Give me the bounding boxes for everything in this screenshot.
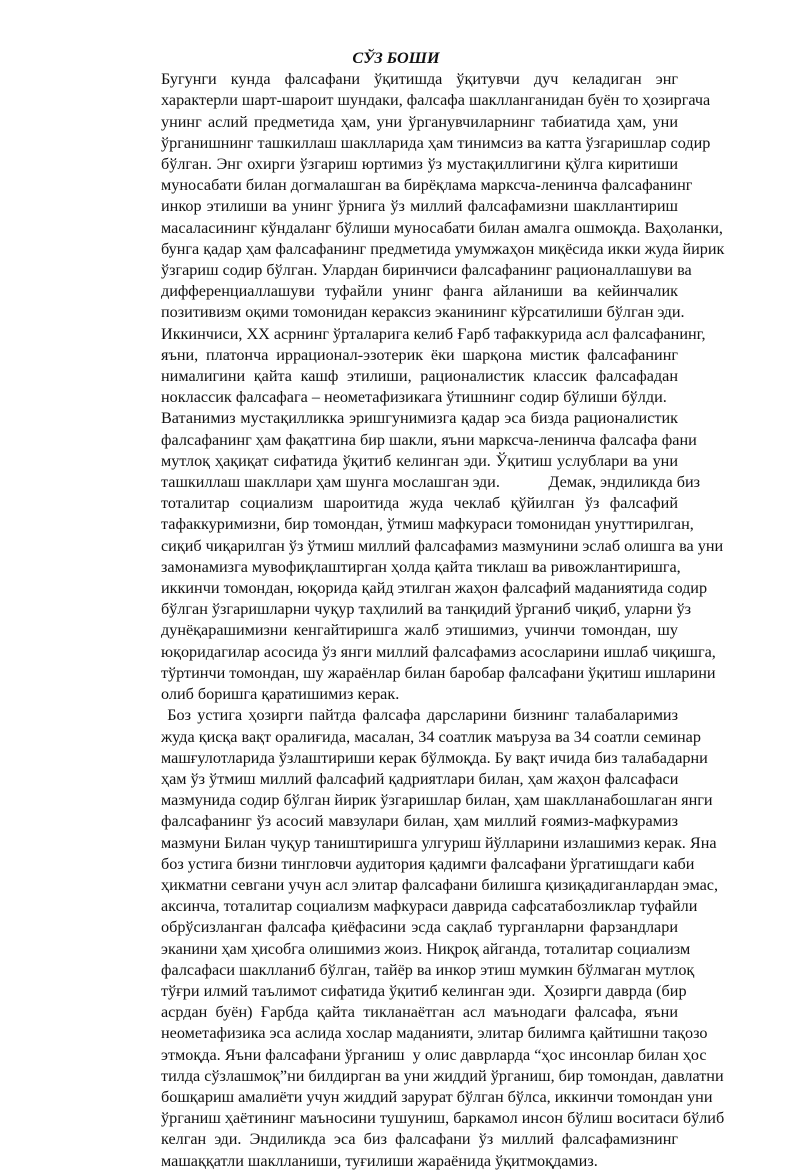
text-line: дифференциаллашуви туфайли унинг фанга айланиши ва кейинчалик xyxy=(161,282,678,301)
text-line: ўрганишнинг ташкиллаш шаклларида ҳам тинимсиз ва катта ўзгаришлар содир xyxy=(161,133,711,152)
text-line: бўлган ўзгаришларни чуқур таҳлилий ва танқидий ўрганиб чиқиб, уларни ўз xyxy=(161,600,692,619)
text-line: Ватанимиз мустақилликка эришгунимизга қадар эса бизда рационалистик xyxy=(161,409,678,428)
text-line: ноклассик фалсафага – неометафизикага ўтишнинг содир бўлиши бўлди. xyxy=(161,388,667,407)
paragraph-2 xyxy=(114,408,724,705)
text-line: масаласининг кўндаланг бўлиши муносабати билан амалга ошмоқда. Ваҳоланки, xyxy=(161,218,723,237)
text-line: мутлоқ ҳақиқат сифатида ўқитиб келинган эди. Ўқитиш услублари ва уни xyxy=(161,451,678,470)
text-line: унинг аслий предметида ҳам, уни ўрганувчиларнинг табиатида ҳам, уни xyxy=(161,112,678,131)
text-line: тўғри илмий таълимот сифатида ўқитиб келинган эди. Ҳозирги даврда (бир xyxy=(161,981,687,1000)
text-line: ташкиллаш шакллари ҳам шунга мослашган эди. Демак, эндиликда биз xyxy=(161,473,701,492)
text-line: мазмунида содир бўлган йирик ўзгаришлар билан, ҳам шаклланабошлаган янги xyxy=(161,791,713,810)
text-line: ўрганиш ҳаётининг маъносини тушуниш, баркамол инсон бўлиш воситаси бўлиб xyxy=(161,1109,725,1128)
text-line: бошқариш амалиёти учун жиддий зарурат бўлган бўлса, иккинчи томондан уни xyxy=(161,1087,713,1106)
text-line: инкор этилиши ва унинг ўрнига ўз миллий фалсафамизни шакллантириш xyxy=(161,197,678,216)
text-line: муносабати билан догмалашган ва бирёқлама марксча-ленинча фалсафанинг xyxy=(161,176,693,195)
text-line: ҳам ўз ўтмиш миллий фалсафий қадриятлари билан, ҳам жаҳон фалсафаси xyxy=(161,769,679,788)
text-line: жуда қисқа вақт оралиғида, масалан, 34 соатлик маъруза ва 34 соатли семинар xyxy=(161,727,701,746)
text-line: замонамизга мувофиқлаштирган ҳолда қайта тиклаш ва ривожлантиришга, xyxy=(161,557,681,576)
text-line: машғулотларида ўзлаштириши керак бўлмоқда. Бу вақт ичида биз талабадарни xyxy=(161,748,708,767)
text-line: фалсафанинг ўз асосий мавзулари билан, ҳам миллий ғоямиз-мафкурамиз xyxy=(161,812,678,831)
text-line: характерли шарт-шароит шундаки, фалсафа шаклланганидан буён то ҳозиргача xyxy=(161,91,711,110)
text-line: тоталитар социализм шароитида жуда чеклаб қўйилган ўз фалсафий xyxy=(161,494,678,513)
paragraph-3 xyxy=(114,705,725,1171)
text-line: юқоридагилар асосида ўз янги миллий фалсафамиз асосларини ишлаб чиқишга, xyxy=(161,642,716,661)
page-title: СЎЗ БОШИ xyxy=(352,49,440,67)
text-line: сиқиб чиқарилган ўз ўтмиш миллий фалсафамиз мазмунини эслаб олишга ва уни xyxy=(161,536,724,555)
text-line: фалсафаси шаклланиб бўлган, тайёр ва инкор этиш мумкин бўлмаган мутлоқ xyxy=(161,960,695,979)
text-line: иккинчи томондан, юқорида қайд этилган жаҳон фалсафий маданиятида содир xyxy=(161,579,708,598)
document-page xyxy=(114,48,725,1172)
text-line: аксинча, тоталитар социализм мафкураси даврида сафсатабозликлар туфайли xyxy=(161,897,698,916)
text-line: нималигини қайта кашф этилиши, рационалистик классик фалсафадан xyxy=(161,367,678,386)
text-line: боз устига бизни тингловчи аудитория қадимги фалсафани ўргатишдаги каби xyxy=(161,854,695,873)
text-line: машаққатли шаклланиши, туғилиши жараёнида ўқитмоқдамиз. xyxy=(161,1151,598,1170)
text-line: эканини ҳам ҳисобга олишимиз жоиз. Ниқроқ айганда, тоталитар социализм xyxy=(161,939,691,958)
text-line: асрдан буён) Ғарбда қайта тикланаётган асл маънодаги фалсафа, яъни xyxy=(161,1003,678,1022)
text-line: тўртинчи томондан, шу жараёнлар билан баробар фалсафани ўқитиш ишларини xyxy=(161,663,716,682)
text-line: этмоқда. Яъни фалсафани ўрганиш у олис даврларда “ҳос инсонлар билан ҳос xyxy=(161,1045,707,1064)
text-line: олиб боришга қаратишимиз керак. xyxy=(161,685,400,704)
text-line: тилда сўзлашмоқ”ни билдирган ва уни жиддий ўрганиш, бир томондан, давлатни xyxy=(161,1066,724,1085)
text-line: ҳикматни севгани учун асл элитар фалсафани билишга қизиқадиганлардан эмас, xyxy=(161,875,719,894)
text-line: яъни, платонча иррационал-эзотерик ёки шарқона мистик фалсафанинг xyxy=(161,345,678,364)
text-line: Иккинчиси, XX асрнинг ўрталарига келиб Ғарб тафаккурида асл фалсафанинг, xyxy=(161,324,706,343)
text-line: Бугунги кунда фалсафани ўқитишда ўқитувчи дуч келадиган энг xyxy=(161,70,678,89)
text-line: фалсафанинг ҳам фақатгина бир шакли, яъни марксча-ленинча фалсафа фани xyxy=(161,430,697,449)
text-line: неометафизика эса аслида хослар маданияти, элитар билимга қайтишни тақозо xyxy=(161,1024,708,1043)
text-line: позитивизм оқими томонидан кераксиз эканининг кўрсатилиши бўлган эди. xyxy=(161,303,685,322)
paragraph-1 xyxy=(114,69,725,408)
text-line: ўзгариш содир бўлган. Улардан биринчиси фалсафанинг рационаллашуви ва xyxy=(161,261,692,280)
text-line: обрўсизланган фалсафа қиёфасини эсда сақлаб турганларни фарзандлари xyxy=(161,918,678,937)
text-line: бўлган. Энг охирги ўзгариш юртимиз ўз мустақиллигини қўлга киритиши xyxy=(161,155,678,174)
text-line: мазмуни Билан чуқур таништиришга улгуриш йўлларини излашимиз керак. Яна xyxy=(161,833,717,852)
text-line: тафаккуримизни, бир томондан, ўтмиш мафкураси томонидан унуттирилган, xyxy=(161,515,694,534)
text-line: бунга қадар ҳам фалсафанинг предметида умумжаҳон миқёсида икки жуда йирик xyxy=(161,239,725,258)
text-line: дунёқарашимизни кенгайтиришга жалб этишимиз, учинчи томондан, шу xyxy=(161,621,678,640)
text-line: келган эди. Эндиликда эса биз фалсафани ўз миллий фалсафамизнинг xyxy=(161,1130,678,1149)
text-line: Боз устига ҳозирги пайтда фалсафа дарсларини бизнинг талабаларимиз xyxy=(161,706,678,725)
